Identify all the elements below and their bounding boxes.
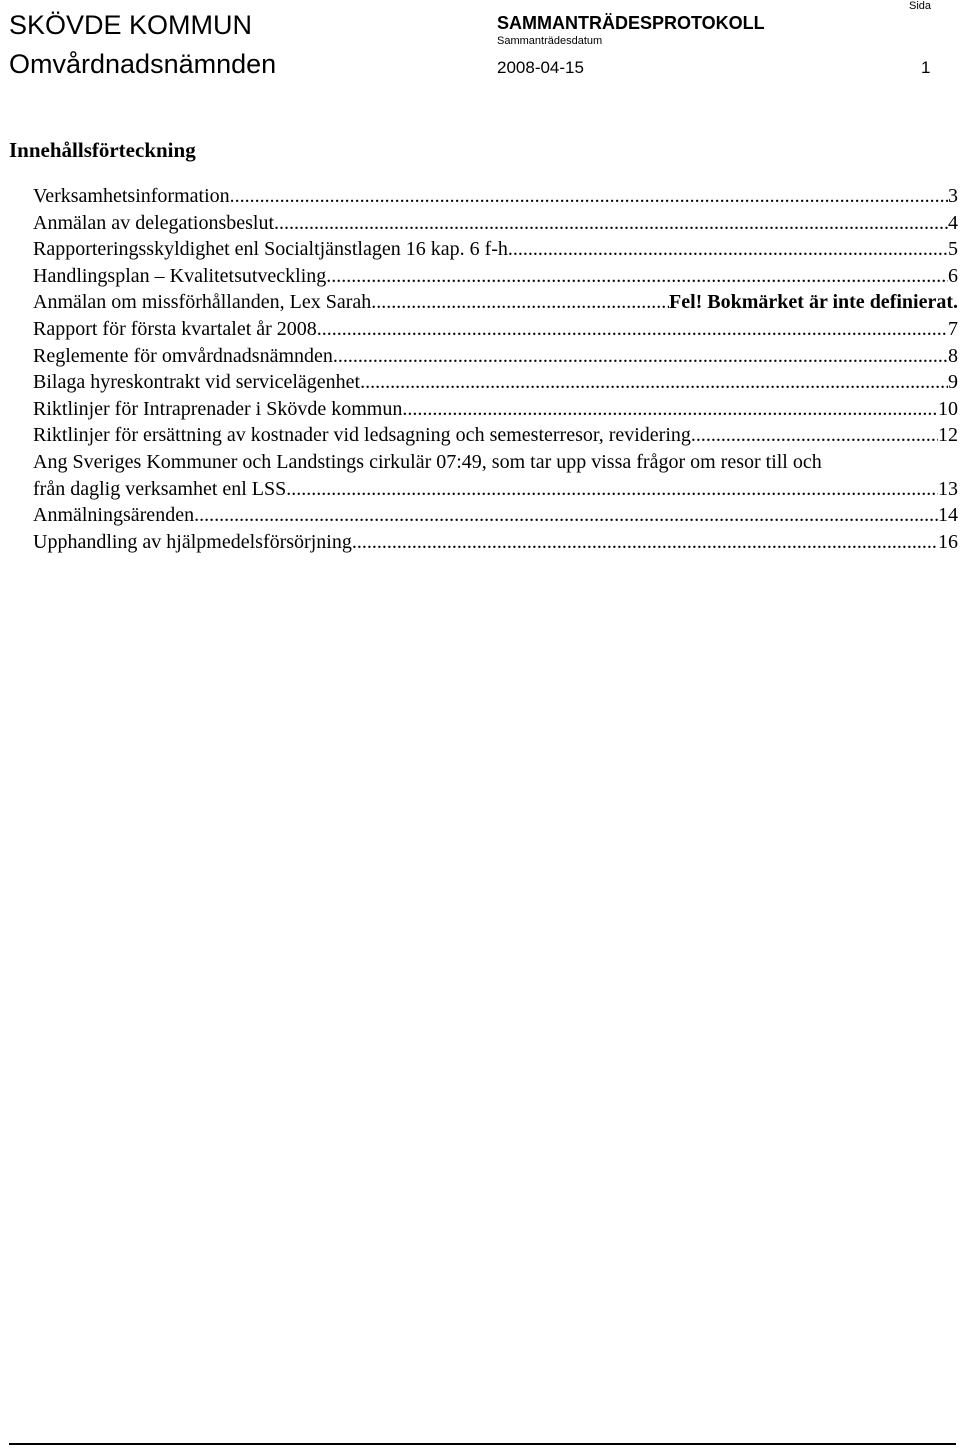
toc-leader — [691, 422, 938, 449]
toc-entry-title: Rapport för första kvartalet år 2008 — [33, 317, 317, 340]
toc-entry-page: 5 — [948, 238, 958, 261]
table-of-contents — [33, 183, 958, 555]
toc-entry-title: Verksamhetsinformation — [33, 185, 230, 207]
toc-entry-title: Upphandling av hjälpmedelsförsörjning — [33, 530, 352, 553]
toc-entry-title: Anmälan om missförhållanden, Lex Sarah — [33, 291, 372, 314]
toc-entry-title: från daglig verksamhet enl LSS — [33, 477, 287, 500]
toc-entry-page: 6 — [948, 264, 958, 287]
toc-entry-anmalningsarenden[interactable] — [33, 502, 958, 529]
toc-entry-page: 4 — [948, 211, 958, 234]
toc-entry-title: Riktlinjer för Intraprenader i Skövde kommun — [33, 397, 403, 420]
footer-rule — [9, 1443, 956, 1445]
toc-entry-title: Bilaga hyreskontrakt vid servicelägenhet — [33, 371, 361, 394]
toc-entry-page: 3 — [948, 185, 958, 207]
toc-entry-rapport-kvartal[interactable] — [33, 316, 958, 343]
toc-leader — [371, 289, 669, 316]
toc-entry-page: 8 — [948, 344, 958, 367]
meeting-date: 2008-04-15 — [497, 58, 584, 77]
toc-entry-page: 7 — [948, 317, 958, 340]
date-label: Sammanträdesdatum — [497, 35, 603, 47]
page-label: Sida — [909, 0, 932, 12]
toc-entry-page: 12 — [938, 424, 958, 447]
toc-entry-cirkular-lss[interactable] — [33, 449, 958, 502]
toc-entry-rapporteringsskyldighet[interactable] — [33, 236, 958, 263]
toc-leader — [230, 183, 948, 210]
toc-entry-page: 14 — [938, 504, 958, 527]
toc-entry-title: Anmälningsärenden — [33, 504, 195, 527]
document-type: SAMMANTRÄDESPROTOKOLL — [497, 13, 765, 33]
toc-entry-title: Handlingsplan – Kvalitetsutveckling — [33, 264, 327, 287]
toc-leader — [274, 210, 948, 237]
toc-entry-title: Rapporteringsskyldighet enl Socialtjänstlagen 16 kap. 6 f-h — [33, 238, 508, 261]
toc-leader — [333, 343, 948, 370]
toc-entry-reglemente[interactable] — [33, 343, 958, 370]
toc-leader — [194, 502, 938, 529]
toc-leader — [360, 369, 948, 396]
toc-entry-delegationsbeslut[interactable] — [33, 210, 958, 237]
toc-entry-page-error: Fel! Bokmärket är inte definierat. — [668, 291, 958, 314]
toc-leader — [326, 263, 948, 290]
toc-entry-title: Reglemente för omvårdnadsnämnden — [33, 344, 333, 367]
toc-entry-intraprenader[interactable] — [33, 396, 958, 423]
toc-entry-page: 9 — [948, 371, 958, 394]
toc-entry-title: Riktlinjer för ersättning av kostnader vid ledsagning och semesterresor, revidering — [33, 424, 691, 447]
toc-entry-verksamhetsinformation[interactable] — [33, 183, 958, 210]
toc-entry-title: Anmälan av delegationsbeslut — [33, 211, 275, 234]
toc-entry-page: 13 — [938, 477, 958, 500]
toc-leader — [402, 396, 938, 423]
toc-entry-upphandling[interactable] — [33, 529, 958, 556]
toc-entry-handlingsplan[interactable] — [33, 263, 958, 290]
toc-entry-lex-sarah[interactable] — [33, 289, 958, 316]
department-name: Omvårdnadsnämnden — [9, 49, 277, 79]
organization-name: SKÖVDE KOMMUN — [9, 10, 253, 40]
document-header — [0, 0, 960, 90]
toc-entry-page: 10 — [938, 397, 958, 420]
page-number: 1 — [921, 58, 931, 77]
toc-entry-ledsagning[interactable] — [33, 422, 958, 449]
toc-entry-title-line1: Ang Sveriges Kommuner och Landstings cirkulär 07:49, som tar upp vissa frågor om resor till och — [33, 450, 822, 473]
toc-heading: Innehållsförteckning — [9, 138, 196, 162]
toc-entry-page: 16 — [938, 530, 958, 553]
toc-leader — [508, 236, 948, 263]
toc-entry-hyreskontrakt[interactable] — [33, 369, 958, 396]
toc-leader — [352, 529, 938, 556]
toc-leader — [286, 476, 938, 503]
toc-leader — [317, 316, 948, 343]
